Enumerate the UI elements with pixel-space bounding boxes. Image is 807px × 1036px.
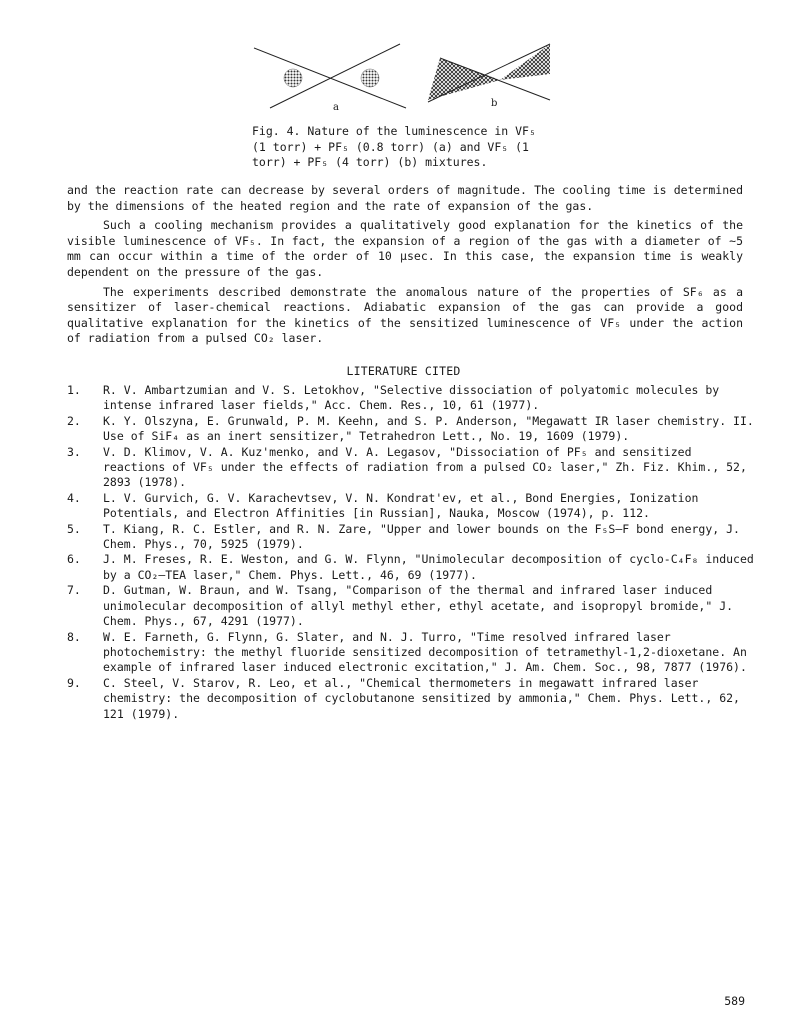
body-text [67,183,743,351]
figure-label-a: a [333,102,339,113]
reference-text: R. V. Ambartzumian and V. S. Letokhov, "Selective dissociation of polyatomic molecules by intense infrared laser fields," Acc. Chem. Res., 10, 61 (1977). [103,383,720,413]
literature-heading: LITERATURE CITED [346,364,461,378]
reference-text: K. Y. Olszyna, E. Grunwald, P. M. Keehn, and S. P. Anderson, "Megawatt IR laser chemistry. II. Use of SiF₄ as an inert sensitizer," Tetrahedron Lett., No. 19, 1609 (1979). [103,413,754,444]
paragraph: The experiments described demonstrate the anomalous nature of the properties of SF₆ as a sensitizer of laser-chemical reactions. Adiabatic expansion of the gas can provide a good qualitative explanation for the kinetics of the sensitized luminescence of VF₅ under the action of radiation from a pulsed CO₂ laser. [67,284,743,346]
reference-item [67,414,757,445]
reference-item [67,676,757,722]
reference-list [67,383,757,722]
paragraph: Such a cooling mechanism provides a qualitatively good explanation for the kinetics of the visible luminescence of VF₅. In fact, the expansion of a region of the gas with a diameter of ~5 mm can occur within a time of the order of 10 μsec. In this case, the expansion time is weakly dependent on the pressure of the gas. [67,218,743,279]
page-number: 589 [724,994,745,1008]
panel-b [428,44,550,102]
reference-item [67,445,757,491]
reference-number: 3. [67,444,81,459]
reference-number: 2. [67,413,81,428]
reference-item [67,491,757,522]
reference-item [67,383,757,414]
reference-text: C. Steel, V. Starov, R. Leo, et al., "Chemical thermometers in megawatt infrared laser chemistry: the decomposition of cyclobutanone sensitized by ammonia," Chem. Phys. Lett., 62, 121 (1979). [103,675,740,721]
reference-text: D. Gutman, W. Braun, and W. Tsang, "Comparison of the thermal and infrared laser induced unimolecular decomposition of allyl methyl ether, ethyl acetate, and isopropyl bromide," J. Chem. Phys., 67, 4291 (1977). [103,583,734,629]
reference-number: 1. [67,383,81,397]
reference-text: J. M. Freses, R. E. Weston, and G. W. Flynn, "Unimolecular decomposition of cyclo-C₄F₈ induced by a CO₂—TEA laser," Chem. Phys. Lett., 46, 69 (1977). [103,552,754,582]
reference-item [67,630,757,676]
reference-text: T. Kiang, R. C. Estler, and R. N. Zare, "Upper and lower bounds on the F₅S—F bond energy, J. Chem. Phys., 70, 5925 (1979). [103,521,740,552]
paragraph: and the reaction rate can decrease by several orders of magnitude. The cooling time is determined by the dimensions of the heated region and the rate of expansion of the gas. [67,183,743,213]
reference-number: 6. [67,552,81,567]
panel-a [254,44,406,108]
reference-number: 5. [67,521,81,536]
reference-text: V. D. Klimov, V. A. Kuz'menko, and V. A. Legasov, "Dissociation of PF₅ and sensitized reactions of VF₅ under the effects of radiation from a pulsed CO₂ laser," Zh. Fiz. Khim., 52, 2893 (1978). [103,444,747,490]
reference-text: W. E. Farneth, G. Flynn, G. Slater, and N. J. Turro, "Time resolved infrared laser photochemistry: the methyl fluoride sensitized decomposition of tetramethyl-1,2-dioxetane. An example of infrared laser induced electronic excitation," J. Am. Chem. Soc., 98, 7877 (1976). [103,629,747,675]
figure-4-drawing [248,40,568,118]
reference-number: 9. [67,675,81,690]
reference-item [67,552,757,583]
figure-caption: Fig. 4. Nature of the luminescence in VF₅ (1 torr) + PF₅ (0.8 torr) (a) and VF₅ (1 torr) + PF₅ (4 torr) (b) mixtures. [252,124,536,169]
reference-number: 4. [67,490,81,505]
reference-text: L. V. Gurvich, G. V. Karachevtsev, V. N. Kondrat'ev, et al., Bond Energies, Ionization Potentials, and Electron Affinities [in Russian], Nauka, Moscow (1974), p. 112. [103,490,699,521]
reference-number: 8. [67,629,81,644]
reference-item [67,522,757,553]
reference-item [67,583,757,629]
figure-label-b: b [491,98,498,109]
reference-number: 7. [67,583,81,598]
figure-4 [248,40,568,118]
